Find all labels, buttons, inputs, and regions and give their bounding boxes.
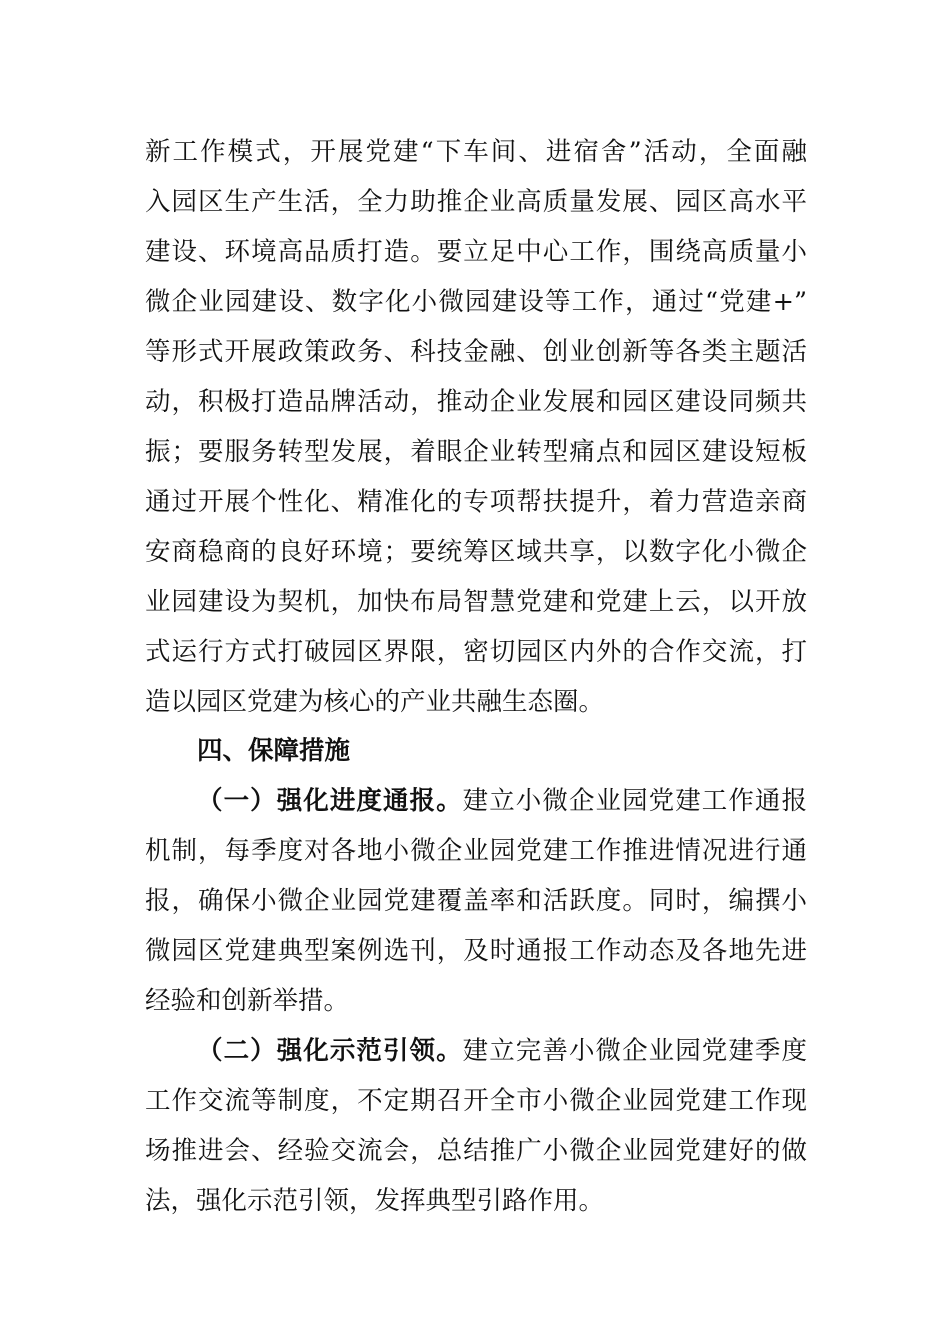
paragraph-line: 安商稳商的良好环境；要统筹区域共享，以数字化小微企 xyxy=(145,537,807,567)
paragraph-line: 动，积极打造品牌活动，推动企业发展和园区建设同频共 xyxy=(145,387,807,417)
paragraph-line: 报，确保小微企业园党建覆盖率和活跃度。同时，编撰小 xyxy=(145,886,807,916)
paragraph-line: 微企业园建设、数字化小微园建设等工作，通过“党建+” xyxy=(145,287,807,317)
paragraph-line: 业园建设为契机，加快布局智慧党建和党建上云，以开放 xyxy=(145,587,807,617)
section-heading: 四、保障措施 xyxy=(197,736,351,766)
item-title: （一）强化进度通报。 xyxy=(197,786,463,816)
paragraph-line: 法，强化示范引领，发挥典型引路作用。 xyxy=(145,1186,605,1216)
paragraph-line: 新工作模式，开展党建“下车间、进宿舍”活动，全面融 xyxy=(145,137,807,167)
paragraph-line: 机制，每季度对各地小微企业园党建工作推进情况进行通 xyxy=(145,836,807,866)
paragraph-line: 入园区生产生活，全力助推企业高质量发展、园区高水平 xyxy=(145,187,807,217)
item-first-line xyxy=(197,785,807,817)
item-title: （二）强化示范引领。 xyxy=(197,1036,463,1066)
paragraph-line: 场推进会、经验交流会，总结推广小微企业园党建好的做 xyxy=(145,1136,807,1166)
paragraph-line: 经验和创新举措。 xyxy=(145,986,350,1016)
paragraph-line: 建设、环境高品质打造。要立足中心工作，围绕高质量小 xyxy=(145,237,807,267)
paragraph-line: 工作交流等制度，不定期召开全市小微企业园党建工作现 xyxy=(145,1086,807,1116)
paragraph-line: 振；要服务转型发展，着眼企业转型痛点和园区建设短板 xyxy=(145,437,807,467)
item-text: 建立完善小微企业园党建季度 xyxy=(462,1036,807,1066)
paragraph-line: 造以园区党建为核心的产业共融生态圈。 xyxy=(145,687,605,717)
paragraph-line: 微园区党建典型案例选刊，及时通报工作动态及各地先进 xyxy=(145,936,807,966)
paragraph-line: 式运行方式打破园区界限，密切园区内外的合作交流，打 xyxy=(145,637,807,667)
item-text: 建立小微企业园党建工作通报 xyxy=(462,786,807,816)
paragraph-line: 等形式开展政策政务、科技金融、创业创新等各类主题活 xyxy=(145,337,807,367)
paragraph-line: 通过开展个性化、精准化的专项帮扶提升，着力营造亲商 xyxy=(145,487,807,517)
item-first-line xyxy=(197,1035,807,1067)
